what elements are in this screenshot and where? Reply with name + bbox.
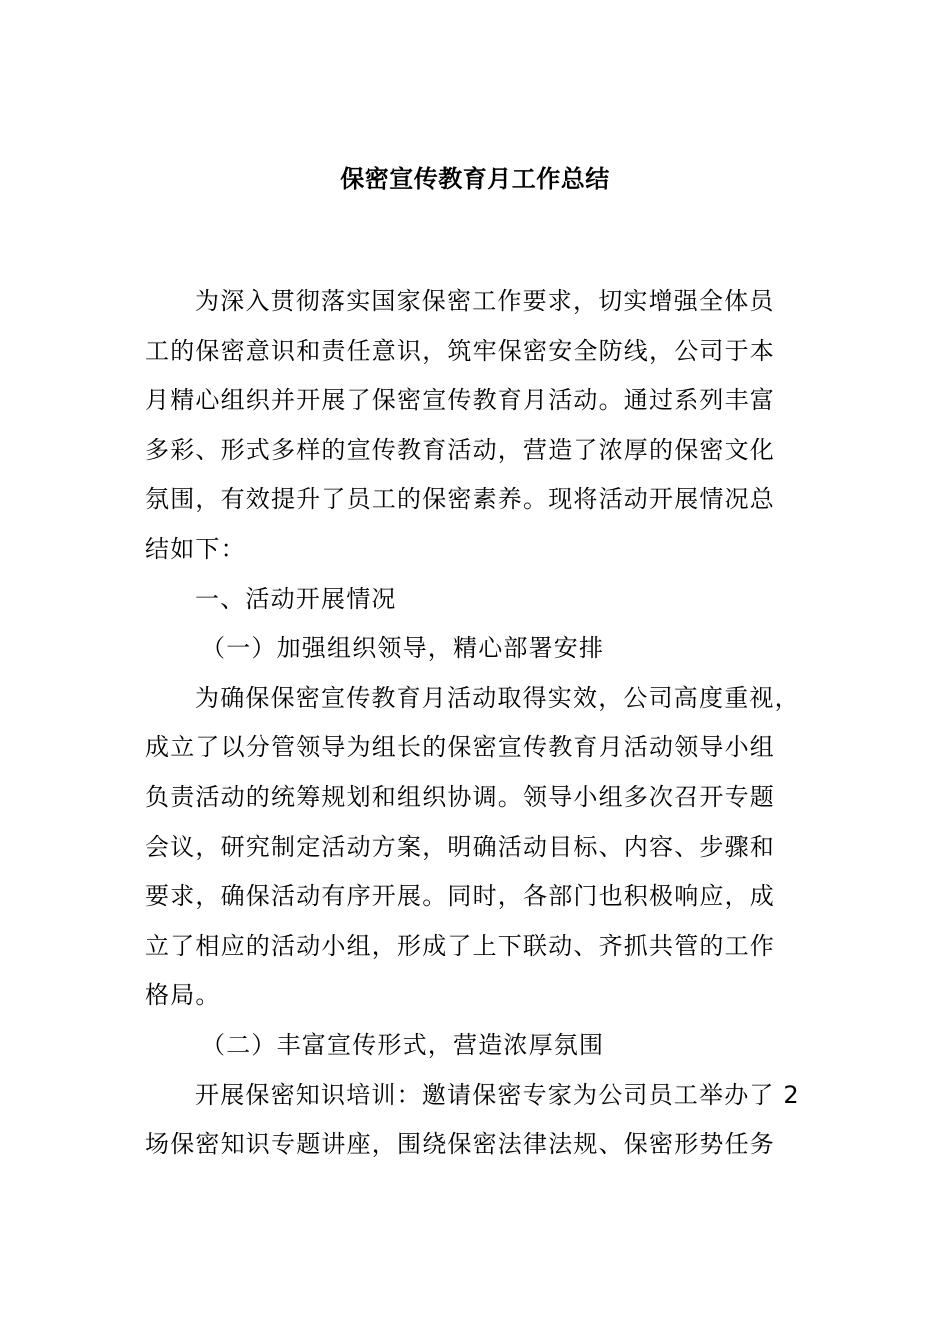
paragraph-line: 氛围，有效提升了员工的保密素养。现将活动开展情况总 (145, 485, 775, 514)
paragraph-line: 场保密知识专题讲座，围绕保密法律法规、保密形势任务 (145, 1130, 775, 1159)
document-body (145, 277, 809, 1170)
paragraph-line: 工的保密意识和责任意识，筑牢保密安全防线，公司于本 (145, 336, 775, 365)
paragraph-line: 要求，确保活动有序开展。同时，各部门也积极响应，成 (145, 882, 775, 911)
paragraph-line: 格局。 (145, 981, 221, 1010)
paragraph-line: 为确保保密宣传教育月活动取得实效，公司高度重视， (195, 683, 800, 712)
paragraph-line: 结如下： (145, 534, 246, 563)
paragraph-line: 月精心组织并开展了保密宣传教育月活动。通过系列丰富 (145, 386, 775, 415)
paragraph-line: 立了相应的活动小组，形成了上下联动、齐抓共管的工作 (145, 931, 775, 960)
subsection-heading: （一）加强组织领导，精心部署安排 (201, 634, 605, 663)
paragraph-line: 成立了以分管领导为组长的保密宣传教育月活动领导小组 (145, 733, 775, 762)
section-heading: 一、活动开展情况 (195, 584, 397, 613)
paragraph-line: 多彩、形式多样的宣传教育活动，营造了浓厚的保密文化 (145, 435, 775, 464)
paragraph-line: 开展保密知识培训：邀请保密专家为公司员工举办了 2 (195, 1080, 800, 1109)
paragraph-line: 负责活动的统筹规划和组织协调。领导小组多次召开专题 (145, 782, 775, 811)
document-title: 保密宣传教育月工作总结 (340, 165, 610, 193)
paragraph-line: 为深入贯彻落实国家保密工作要求，切实增强全体员 (195, 287, 775, 315)
subsection-heading: （二）丰富宣传形式，营造浓厚氛围 (201, 1030, 605, 1059)
paragraph-line: 会议，研究制定活动方案，明确活动目标、内容、步骤和 (145, 832, 775, 861)
